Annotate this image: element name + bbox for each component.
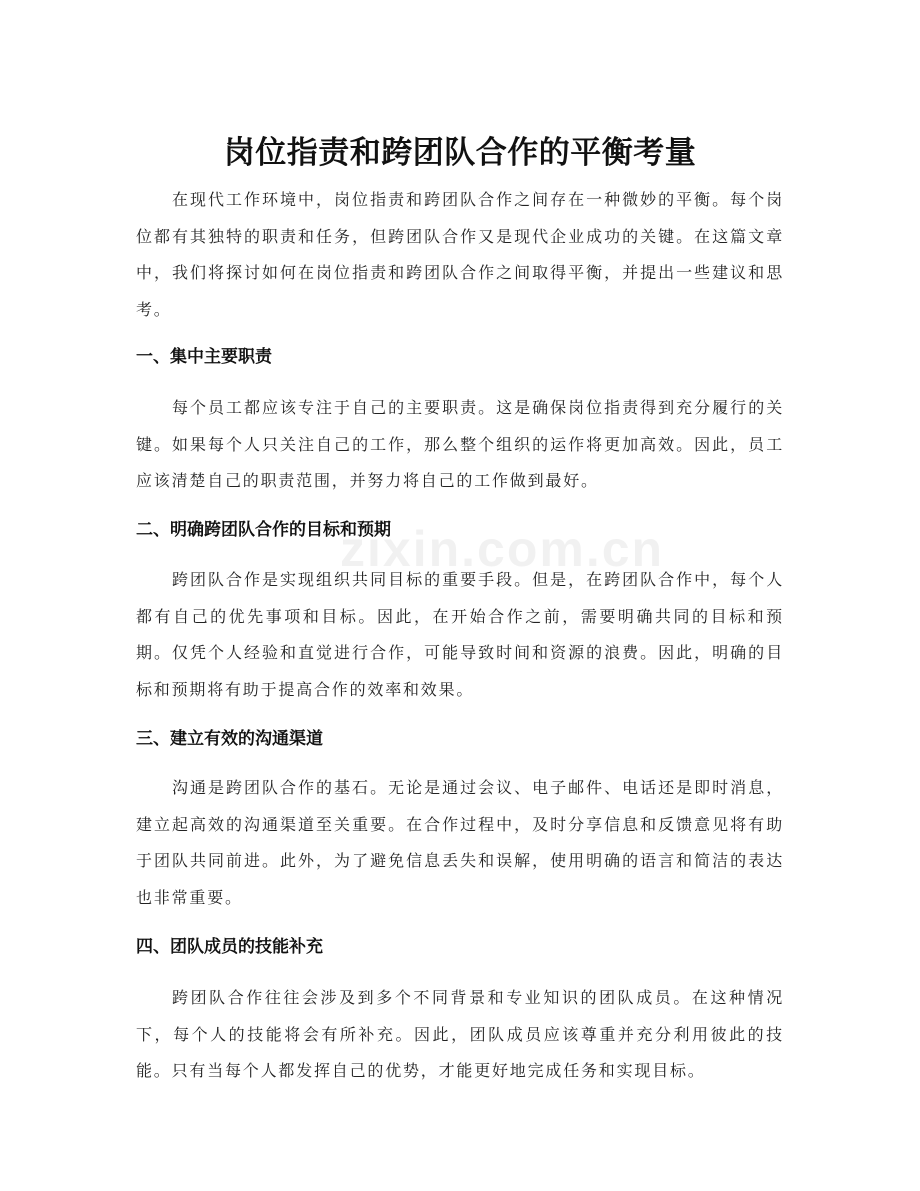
intro-paragraph: 在现代工作环境中，岗位指责和跨团队合作之间存在一种微妙的平衡。每个岗位都有其独特的职责和任务，但跨团队合作又是现代企业成功的关键。在这篇文章中，我们将探讨如何在岗位指责和跨团队合作之间取得平衡，并提出一些建议和思考。 [136,190,784,319]
section-body-4: 跨团队合作往往会涉及到多个不同背景和专业知识的团队成员。在这种情况下，每个人的技能将会有所补充。因此，团队成员应该尊重并充分利用彼此的技能。只有当每个人都发挥自己的优势，才能更好地完成任务和实现目标。 [136,988,784,1080]
section-body-3: 沟通是跨团队合作的基石。无论是通过会议、电子邮件、电话还是即时消息，建立起高效的沟通渠道至关重要。在合作过程中，及时分享信息和反馈意见将有助于团队共同前进。此外，为了避免信息丢失和误解，使用明确的语言和简洁的表达也非常重要。 [136,778,784,907]
section-heading-3: 三、建立有效的沟通渠道 [136,729,323,749]
document-title: 岗位指责和跨团队合作的平衡考量 [223,134,697,171]
section-heading-1: 一、集中主要职责 [136,347,272,367]
section-heading-4: 四、团队成员的技能补充 [136,937,323,957]
watermark: zixin.com.cn [340,521,665,577]
section-body-1: 每个员工都应该专注于自己的主要职责。这是确保岗位指责得到充分履行的关键。如果每个人只关注自己的工作，那么整个组织的运作将更加高效。因此，员工应该清楚自己的职责范围，并努力将自己的工作做到最好。 [136,398,784,490]
section-heading-2: 二、明确跨团队合作的目标和预期 [136,520,391,540]
section-body-2: 跨团队合作是实现组织共同目标的重要手段。但是，在跨团队合作中，每个人都有自己的优先事项和目标。因此，在开始合作之前，需要明确共同的目标和预期。仅凭个人经验和直觉进行合作，可能导致时间和资源的浪费。因此，明确的目标和预期将有助于提高合作的效率和效果。 [136,570,784,699]
